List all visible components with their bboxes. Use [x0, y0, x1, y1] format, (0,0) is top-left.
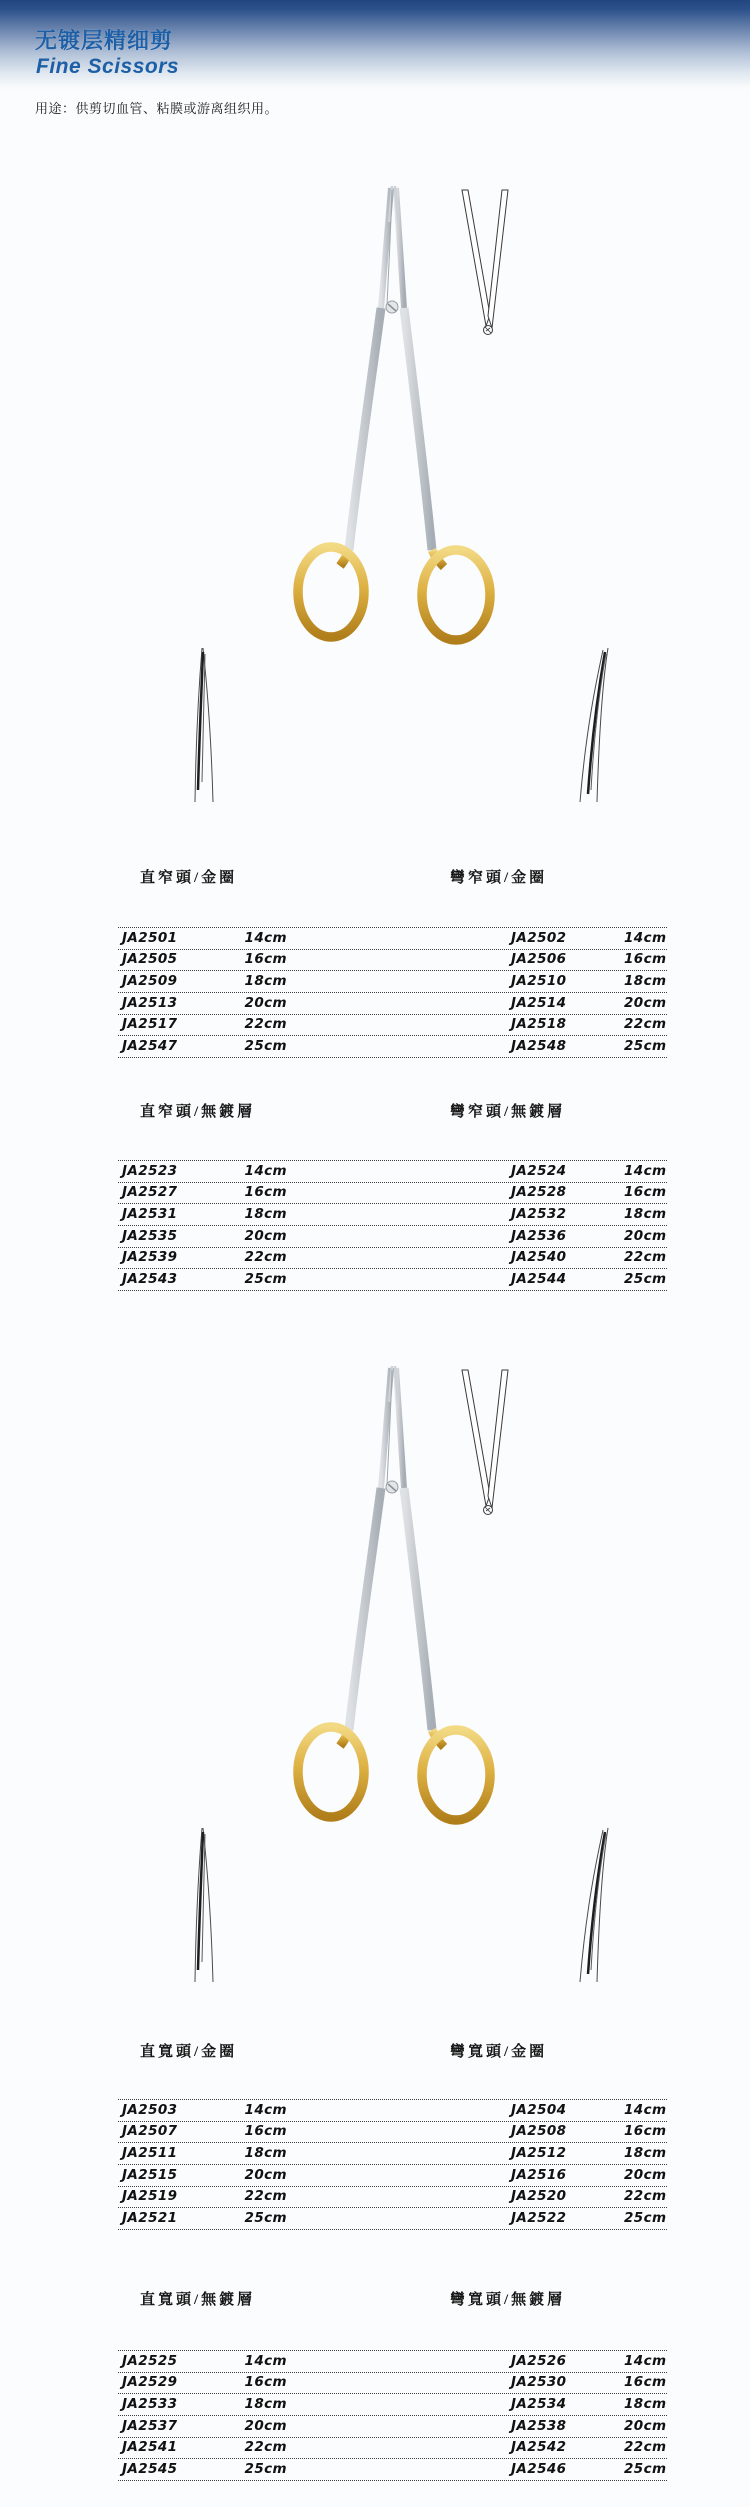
table-row: [118, 2415, 667, 2437]
product-code-right: JA2518: [511, 1016, 567, 1033]
product-code-left: JA2501: [122, 929, 178, 946]
product-code-left: JA2531: [122, 1205, 178, 1222]
product-size-left: 20cm: [244, 2417, 287, 2434]
table-row: [118, 992, 667, 1014]
product-size-left: 22cm: [244, 2439, 287, 2456]
product-code-right: JA2534: [511, 2395, 567, 2412]
product-code-left: JA2535: [122, 1227, 178, 1244]
product-code-left: JA2505: [122, 951, 178, 968]
product-size-left: 22cm: [244, 2188, 287, 2205]
table-row: [118, 2186, 667, 2208]
product-size-right: 22cm: [624, 2439, 667, 2456]
product-size-left: 22cm: [244, 1016, 287, 1033]
section2-right-header: 彎窄頭/無鍍層: [450, 1104, 566, 1120]
product-size-right: 20cm: [624, 2417, 667, 2434]
product-size-right: 25cm: [624, 2210, 667, 2227]
product-code-right: JA2520: [511, 2188, 567, 2205]
table-row: [118, 1182, 667, 1204]
table-row: [118, 2099, 667, 2121]
product-code-left: JA2513: [122, 994, 178, 1011]
product-code-right: JA2510: [511, 972, 567, 989]
product-code-right: JA2502: [511, 929, 567, 946]
product-size-right: 22cm: [624, 1016, 667, 1033]
table-row: [118, 2437, 667, 2459]
product-size-right: 25cm: [624, 2461, 667, 2478]
product-size-right: 14cm: [624, 2352, 667, 2369]
product-code-left: JA2547: [122, 1038, 178, 1055]
table-row: [118, 1225, 667, 1247]
section2-left-header: 直窄頭/無鍍層: [140, 1104, 256, 1120]
product-size-right: 22cm: [624, 2188, 667, 2205]
usage-text: 用途：供剪切血管、粘膜或游离组织用。: [35, 101, 279, 116]
product-code-left: JA2509: [122, 972, 178, 989]
product-code-left: JA2527: [122, 1184, 178, 1201]
product-size-left: 14cm: [244, 929, 287, 946]
table-row: [118, 2372, 667, 2394]
product-code-right: JA2514: [511, 994, 567, 1011]
section3-left-header: 直寬頭/金圈: [140, 2044, 238, 2060]
table-row: [118, 2164, 667, 2186]
table-row: [118, 1268, 667, 1291]
table-row: [118, 949, 667, 971]
product-code-right: JA2508: [511, 2123, 567, 2140]
product-code-left: JA2511: [122, 2144, 178, 2161]
product-size-left: 22cm: [244, 1249, 287, 1266]
section1-right-header: 彎窄頭/金圈: [450, 870, 548, 886]
product-code-right: JA2526: [511, 2352, 567, 2369]
product-size-right: 18cm: [624, 2395, 667, 2412]
product-size-left: 16cm: [244, 1184, 287, 1201]
product-code-right: JA2540: [511, 1249, 567, 1266]
product-size-left: 18cm: [244, 1205, 287, 1222]
product-code-right: JA2522: [511, 2210, 567, 2227]
product-code-right: JA2538: [511, 2417, 567, 2434]
product-size-right: 14cm: [624, 1162, 667, 1179]
product-size-right: 14cm: [624, 929, 667, 946]
product-code-left: JA2529: [122, 2374, 178, 2391]
product-code-left: JA2525: [122, 2352, 178, 2369]
product-size-left: 25cm: [244, 2210, 287, 2227]
product-code-left: JA2503: [122, 2101, 178, 2118]
product-size-left: 25cm: [244, 2461, 287, 2478]
product-code-right: JA2542: [511, 2439, 567, 2456]
product-code-left: JA2545: [122, 2461, 178, 2478]
product-figure-narrow-head: [0, 130, 750, 810]
product-size-right: 16cm: [624, 1184, 667, 1201]
product-code-right: JA2530: [511, 2374, 567, 2391]
product-size-right: 16cm: [624, 951, 667, 968]
table-row: [118, 927, 667, 949]
product-size-left: 25cm: [244, 1038, 287, 1055]
product-size-right: 18cm: [624, 2144, 667, 2161]
product-code-left: JA2533: [122, 2395, 178, 2412]
product-size-left: 14cm: [244, 1162, 287, 1179]
product-code-right: JA2532: [511, 1205, 567, 1222]
product-size-right: 18cm: [624, 1205, 667, 1222]
product-code-left: JA2537: [122, 2417, 178, 2434]
product-size-left: 16cm: [244, 2374, 287, 2391]
product-code-left: JA2523: [122, 1162, 178, 1179]
product-code-right: JA2528: [511, 1184, 567, 1201]
product-size-right: 25cm: [624, 1271, 667, 1288]
table-row: [118, 1035, 667, 1058]
product-table-2: [118, 1160, 667, 1291]
product-size-right: 20cm: [624, 2166, 667, 2183]
product-size-right: 20cm: [624, 994, 667, 1011]
product-code-right: JA2548: [511, 1038, 567, 1055]
product-size-left: 25cm: [244, 1271, 287, 1288]
product-size-right: 16cm: [624, 2123, 667, 2140]
product-code-right: JA2546: [511, 2461, 567, 2478]
product-size-right: 14cm: [624, 2101, 667, 2118]
product-size-left: 14cm: [244, 2352, 287, 2369]
product-size-left: 20cm: [244, 2166, 287, 2183]
table-row: [118, 2207, 667, 2230]
section3-right-header: 彎寬頭/金圈: [450, 2044, 548, 2060]
product-table-4: [118, 2350, 667, 2481]
table-row: [118, 2121, 667, 2143]
table-row: [118, 970, 667, 992]
product-size-right: 20cm: [624, 1227, 667, 1244]
table-row: [118, 1160, 667, 1182]
section1-left-header: 直窄頭/金圈: [140, 870, 238, 886]
section4-right-header: 彎寬頭/無鍍層: [450, 2292, 566, 2308]
product-figure-wide-head: [0, 1310, 750, 1990]
product-size-right: 18cm: [624, 972, 667, 989]
product-table-3: [118, 2099, 667, 2230]
table-row: [118, 2393, 667, 2415]
product-table-1: [118, 927, 667, 1058]
product-code-right: JA2506: [511, 951, 567, 968]
product-size-right: 25cm: [624, 1038, 667, 1055]
page-title-zh: 无镀层精细剪: [35, 28, 174, 53]
product-size-right: 22cm: [624, 1249, 667, 1266]
product-size-right: 16cm: [624, 2374, 667, 2391]
product-size-left: 14cm: [244, 2101, 287, 2118]
product-size-left: 20cm: [244, 1227, 287, 1244]
product-size-left: 18cm: [244, 2144, 287, 2161]
product-size-left: 16cm: [244, 951, 287, 968]
product-code-right: JA2512: [511, 2144, 567, 2161]
product-code-right: JA2516: [511, 2166, 567, 2183]
product-code-left: JA2543: [122, 1271, 178, 1288]
table-row: [118, 1203, 667, 1225]
page-title-en: Fine Scissors: [36, 55, 180, 78]
product-code-left: JA2515: [122, 2166, 178, 2183]
table-row: [118, 2142, 667, 2164]
product-size-left: 16cm: [244, 2123, 287, 2140]
section4-left-header: 直寬頭/無鍍層: [140, 2292, 256, 2308]
table-row: [118, 1014, 667, 1036]
product-code-left: JA2507: [122, 2123, 178, 2140]
product-code-left: JA2541: [122, 2439, 178, 2456]
product-size-left: 20cm: [244, 994, 287, 1011]
product-code-left: JA2521: [122, 2210, 178, 2227]
table-row: [118, 1247, 667, 1269]
product-code-right: JA2536: [511, 1227, 567, 1244]
product-code-right: JA2524: [511, 1162, 567, 1179]
product-code-right: JA2504: [511, 2101, 567, 2118]
table-row: [118, 2458, 667, 2481]
table-row: [118, 2350, 667, 2372]
product-code-right: JA2544: [511, 1271, 567, 1288]
product-size-left: 18cm: [244, 972, 287, 989]
product-code-left: JA2519: [122, 2188, 178, 2205]
product-code-left: JA2539: [122, 1249, 178, 1266]
product-code-left: JA2517: [122, 1016, 178, 1033]
product-size-left: 18cm: [244, 2395, 287, 2412]
